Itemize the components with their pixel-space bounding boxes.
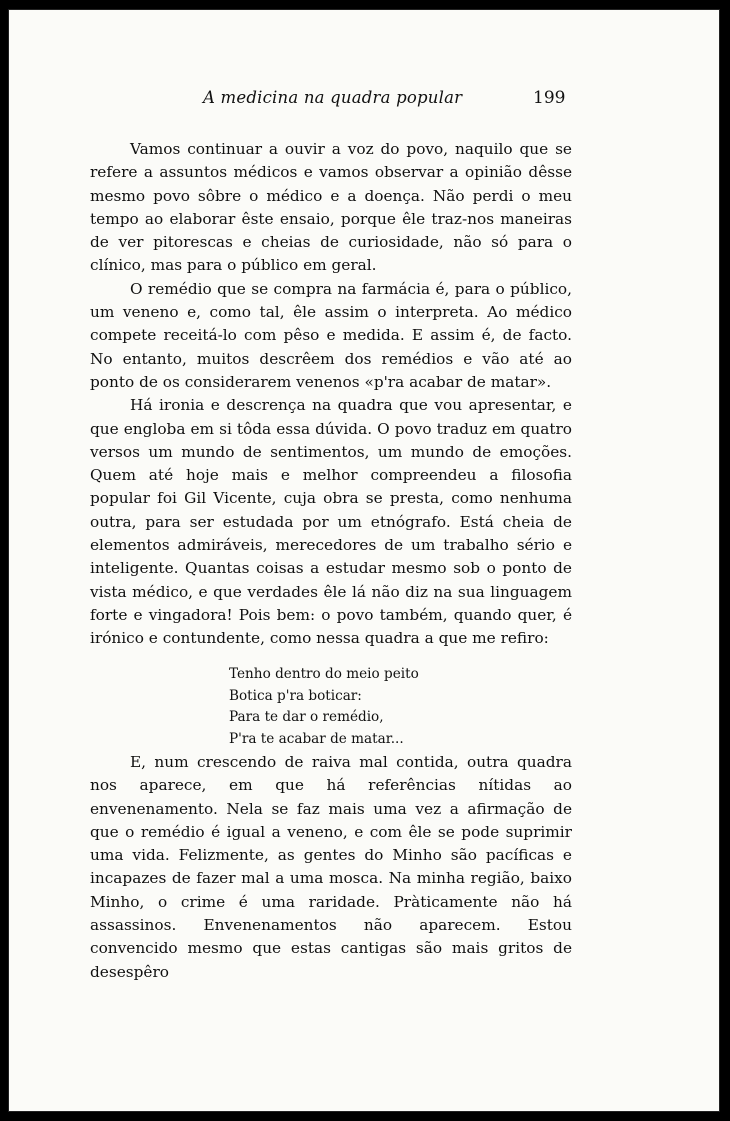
verse-block	[229, 664, 419, 750]
paragraph: O remédio que se compra na farmácia é, para o público, um veneno e, como tal, êle assim o interpreta. Ao médico compete receitá-lo com pêso e medida. E assim é, de facto. No entanto, muitos descrêem dos remédios e vão até ao ponto de os considerarem venenos «p'ra acabar de matar».	[90, 279, 572, 391]
running-title: A medicina na quadra popular	[203, 88, 463, 107]
paragraph: E, num crescendo de raiva mal contida, outra quadra nos aparece, em que há referências nítidas ao envenenamento. Nela se faz mais uma vez a afirmação de que o remédio é igual a veneno, e com êle se pode suprimir uma vida. Felizmente, as gentes do Minho são pacíficas e incapazes de fazer mal a uma mosca. Na minha região, baixo Minho, o crime é uma raridade. Pràticamente não há assassinos. Envenenamentos não aparecem. Estou convencido mesmo que estas cantigas são mais gritos de desespêro	[90, 753, 572, 981]
body-text	[90, 138, 572, 651]
book-page	[8, 9, 720, 1112]
verse-line: Para te dar o remédio,	[229, 709, 384, 726]
page-number: 199	[533, 88, 566, 108]
page-header	[9, 88, 721, 112]
verse-line: Tenho dentro do meio peito	[229, 666, 419, 682]
body-text-continued	[90, 751, 572, 984]
verse-line: P'ra te acabar de matar...	[229, 730, 404, 747]
paragraph: Vamos continuar a ouvir a voz do povo, naquilo que se refere a assuntos médicos e vamos observar a opinião dêsse mesmo povo sôbre o médico e a doença. Não perdi o meu tempo ao elaborar êste ensaio, porque êle traz-nos maneiras de ver pitorescas e cheias de curiosidade, não só para o clínico, mas para o público em geral.	[90, 140, 572, 275]
paragraph: Há ironia e descrença na quadra que vou apresentar, e que engloba em si tôda essa dúvida. O povo traduz em quatro versos um mundo de sentimentos, um mundo de emoções. Quem até hoje mais e melhor compreendeu a filosofia popular foi Gil Vicente, cuja obra se presta, como nenhuma outra, para ser estudada por um etnógrafo. Está cheia de elementos admiráveis, merecedores de um trabalho sério e inteligente. Quantas coisas a estudar mesmo sob o ponto de vista médico, e que verdades êle lá não diz na sua linguagem forte e vingadora! Pois bem: o povo também, quando quer, é irónico e contundente, como nessa quadra a que me refiro:	[90, 396, 572, 648]
verse-line: Botica p'ra boticar:	[229, 687, 362, 704]
